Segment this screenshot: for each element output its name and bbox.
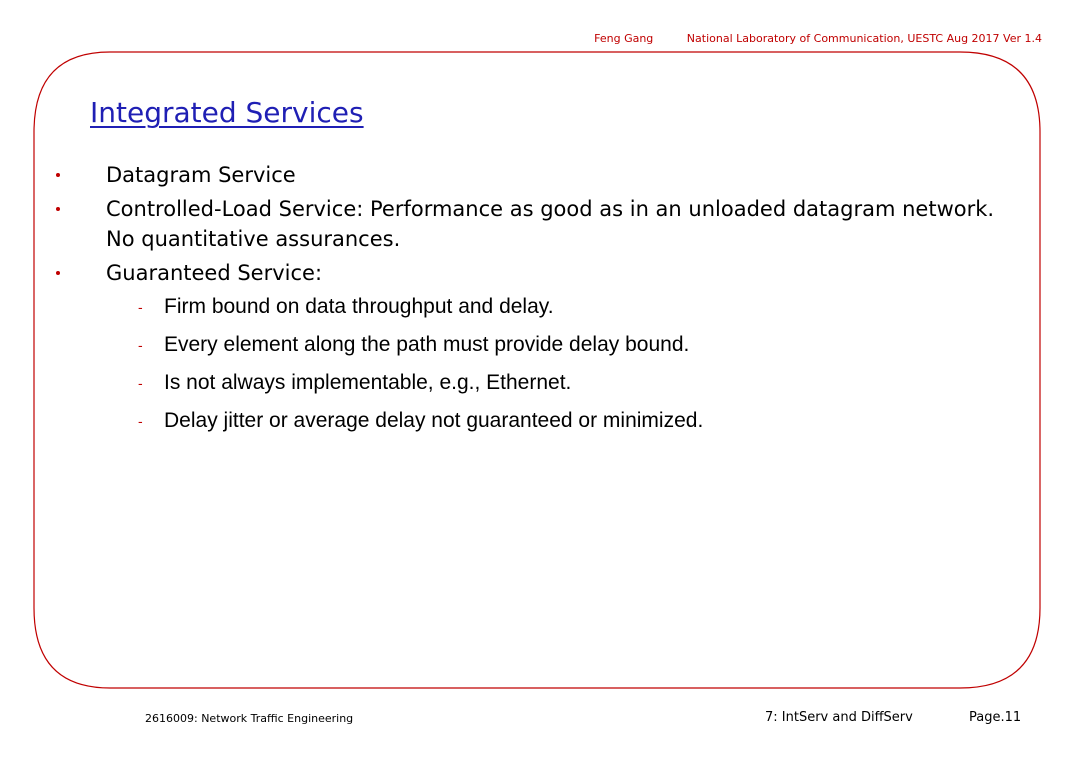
bullet-item (56, 258, 1016, 436)
sub-bullet-item (138, 368, 1016, 398)
sub-bullet-item (138, 330, 1016, 360)
footer-course: 2616009: Network Traffic Engineering (145, 712, 354, 725)
bullet-item (56, 160, 1016, 190)
footer-page-number: Page.11 (968, 710, 1022, 725)
bullet-text: Datagram Service (106, 163, 296, 187)
sub-bullet-item (138, 292, 1016, 322)
footer-section: 7: IntServ and DiffServ (765, 710, 913, 725)
slide-title: Integrated Services (90, 96, 364, 129)
footer-right (765, 710, 1021, 725)
dash-icon: - (138, 299, 143, 315)
header-author: Feng Gang (594, 32, 654, 45)
bullet-dot-icon (56, 271, 60, 275)
sub-bullet-text: Firm bound on data throughput and delay. (164, 295, 554, 318)
header-affiliation: National Laboratory of Communication, UESTC Aug 2017 Ver 1.4 (686, 32, 1042, 45)
slide-header (594, 32, 1042, 45)
bullet-text: Guaranteed Service: (106, 261, 323, 285)
sub-bullet-list (106, 292, 1016, 436)
sub-bullet-text: Delay jitter or average delay not guaranteed or minimized. (164, 409, 704, 432)
dash-icon: - (138, 413, 143, 429)
sub-bullet-text: Every element along the path must provide delay bound. (164, 333, 690, 356)
sub-bullet-text: Is not always implementable, e.g., Ethernet. (164, 371, 572, 394)
bullet-text: Controlled-Load Service: Performance as good as in an unloaded datagram network. No quantitative assurances. (106, 197, 995, 251)
bullet-list (56, 160, 1016, 444)
sub-bullet-item (138, 406, 1016, 436)
bullet-dot-icon (56, 173, 60, 177)
bullet-item (56, 194, 1016, 254)
dash-icon: - (138, 337, 143, 353)
bullet-dot-icon (56, 207, 60, 211)
dash-icon: - (138, 375, 143, 391)
